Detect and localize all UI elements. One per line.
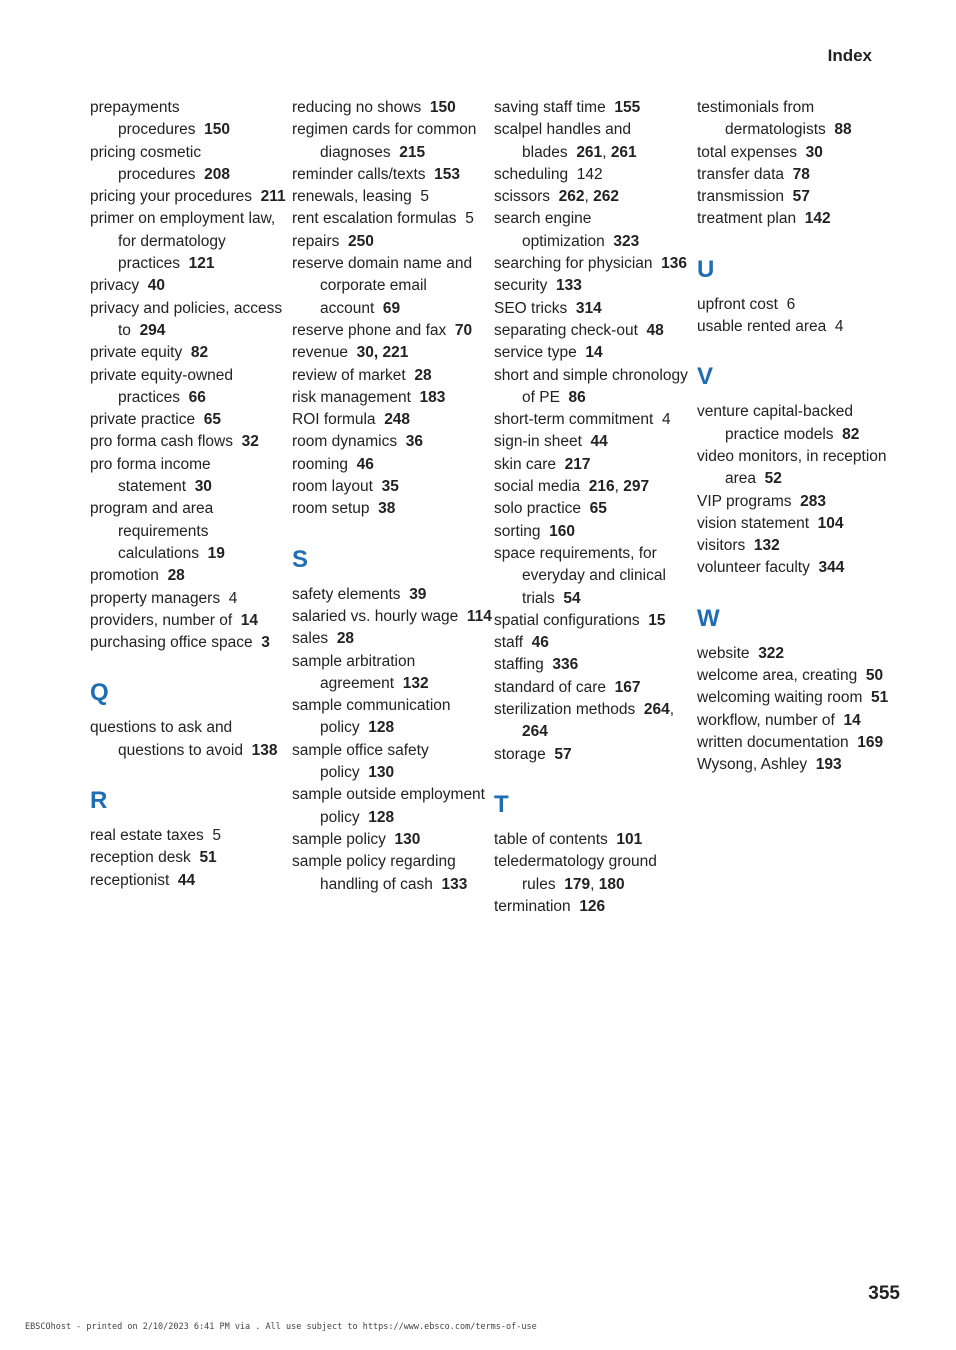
- index-entry-term: testimonials from dermatologists: [697, 99, 826, 139]
- index-entry: [494, 543, 694, 610]
- index-entry-term: scheduling: [494, 165, 569, 183]
- index-entry-page: 216: [588, 478, 615, 496]
- index-entry-term: searching for physician: [494, 255, 653, 273]
- index-entry-page: 250: [348, 232, 374, 250]
- index-column-1: [90, 97, 290, 892]
- index-entry-page: 4: [661, 411, 671, 429]
- index-entry: [494, 498, 694, 520]
- index-entry: [90, 431, 290, 453]
- index-entry-term: privacy: [90, 277, 140, 295]
- index-entry-page: 211: [260, 188, 286, 206]
- index-entry: [697, 491, 897, 513]
- index-entry: [494, 454, 694, 476]
- index-entry-page: 142: [576, 165, 603, 183]
- index-entry-page: 4: [834, 318, 844, 336]
- index-entry-page: 48: [646, 321, 664, 339]
- index-entry: [90, 870, 290, 892]
- index-entry-term: spatial configurations: [494, 611, 640, 629]
- index-entry-term: sterilization methods: [494, 701, 636, 719]
- index-entry-page: 5: [465, 210, 474, 228]
- index-entry-term: ROI formula: [292, 411, 376, 429]
- index-entry: [697, 687, 897, 709]
- index-entry-term: room dynamics: [292, 433, 398, 451]
- index-entry: [494, 342, 694, 364]
- index-entry: scalpel handles and blades 261, 261: [494, 121, 637, 161]
- index-entry-page: 128: [368, 719, 395, 737]
- running-header-title: Index: [827, 46, 872, 65]
- index-entry-page: 261: [610, 143, 637, 161]
- index-entry-page: 130: [394, 830, 421, 848]
- index-entry-term: providers, number of: [90, 611, 233, 629]
- index-entry-term: short and simple chronology of PE: [494, 366, 688, 406]
- index-entry-term: prepayments procedures: [90, 99, 196, 139]
- index-entry: [494, 610, 694, 632]
- index-entry: [90, 342, 290, 364]
- index-entry: [697, 208, 897, 230]
- index-entry-page: 126: [579, 897, 606, 915]
- index-entry: [697, 643, 897, 665]
- index-entry-page: 130: [368, 764, 395, 782]
- index-entry-page: 28: [414, 366, 432, 384]
- index-entry: [90, 365, 290, 410]
- index-entry-term: usable rented area: [697, 318, 827, 336]
- index-entry-term: vision statement: [697, 514, 809, 532]
- index-entry-term: service type: [494, 344, 577, 362]
- index-entry-page: 114: [466, 607, 492, 625]
- index-entry: teledermatology ground rules 179, 180: [494, 853, 657, 893]
- index-entry-term: sample office safety policy: [292, 741, 429, 782]
- index-entry-page: 32: [241, 433, 259, 451]
- footer-notice: EBSCOhost - printed on 2/10/2023 6:41 PM via . All use subject to https://www.ebsco.com/terms-of-use: [25, 1322, 537, 1332]
- index-entry-page: 78: [792, 165, 810, 183]
- index-entry-term: VIP programs: [697, 492, 792, 510]
- index-entry-page: 297: [623, 478, 650, 496]
- index-entry-page: 193: [815, 756, 842, 774]
- index-entry-term: reception desk: [90, 849, 191, 867]
- index-entry-page: 5: [212, 827, 221, 845]
- index-entry: [494, 521, 694, 543]
- index-entry-term: skin care: [494, 455, 557, 473]
- index-entry-term: transmission: [697, 188, 784, 206]
- index-entry-page: 133: [441, 875, 468, 893]
- index-entry: [494, 654, 694, 676]
- index-entry: [494, 431, 694, 453]
- index-entry-term: standard of care: [494, 678, 607, 696]
- index-entry-page: 57: [554, 745, 572, 763]
- index-entry-term: review of market: [292, 366, 406, 384]
- index-entry: social media 216, 297: [494, 478, 650, 496]
- index-entry: scissors 262, 262: [494, 188, 619, 206]
- index-entry-page: 183: [419, 388, 446, 406]
- index-entry: [90, 275, 290, 297]
- index-entry-term: sign-in sheet: [494, 433, 582, 451]
- section-letter-s: S: [292, 545, 309, 573]
- index-entry-page: 28: [167, 567, 185, 585]
- index-entry-page: 101: [616, 830, 643, 848]
- index-column-3: [494, 97, 694, 918]
- index-entry: [697, 97, 897, 142]
- index-entry: [292, 454, 492, 476]
- index-entry-page: 294: [139, 321, 166, 339]
- index-entry-term: pricing your procedures: [90, 188, 252, 206]
- index-entry-term: welcoming waiting room: [697, 689, 863, 707]
- index-entry-page: 30: [194, 478, 212, 496]
- index-entry: [292, 651, 492, 696]
- index-entry-term: sorting: [494, 522, 541, 540]
- index-entry-page: 40: [147, 277, 165, 295]
- index-entry-term: workflow, number of: [697, 711, 835, 729]
- index-entry-term: room setup: [292, 500, 370, 518]
- section-letter-t: T: [494, 790, 509, 818]
- index-entry-term: sample communication policy: [292, 697, 451, 737]
- index-entry: [292, 628, 492, 650]
- index-entry-page: 217: [564, 455, 591, 473]
- index-entry: [292, 606, 492, 628]
- index-entry: [494, 365, 694, 410]
- index-entry-term: written documentation: [697, 733, 849, 751]
- index-entry: [494, 744, 694, 766]
- index-entry-term: primer on employment law, for dermatology practices: [90, 210, 276, 273]
- index-entry: [697, 294, 897, 316]
- index-entry-page: 314: [575, 299, 602, 317]
- section-letter-w: W: [697, 604, 720, 632]
- index-entry: [90, 610, 290, 632]
- index-entry-term: short-term commitment: [494, 411, 654, 429]
- index-entry-page: 88: [834, 121, 852, 139]
- index-entry: [697, 446, 897, 491]
- index-entry-term: transfer data: [697, 165, 785, 183]
- index-entry-page: 4: [228, 589, 238, 607]
- index-entry: [90, 454, 290, 499]
- index-entry-page: 133: [556, 277, 582, 295]
- index-entry-page: 155: [614, 99, 641, 116]
- index-entry-term: private practice: [90, 411, 196, 429]
- index-entry-term: program and area requirements calculations: [90, 500, 214, 562]
- index-entry: [697, 710, 897, 732]
- index-entry: [292, 342, 492, 364]
- index-entry-page: 51: [871, 689, 889, 707]
- index-entry: [697, 732, 897, 754]
- index-entry: [494, 896, 694, 918]
- index-entry-page: 6: [786, 295, 796, 313]
- index-entry-page: 3: [261, 634, 270, 652]
- index-entry: [292, 740, 492, 785]
- index-entry: [90, 632, 290, 654]
- index-entry-term: room layout: [292, 478, 373, 496]
- index-entry-page: 136: [661, 255, 688, 273]
- page-number: 355: [868, 1283, 900, 1304]
- index-entry-page: 153: [434, 165, 461, 183]
- index-entry-page: 179: [564, 875, 591, 893]
- index-entry: [697, 754, 897, 776]
- index-entry-term: promotion: [90, 567, 159, 585]
- index-entry-page: 50: [865, 667, 884, 685]
- index-entry-page: 262: [558, 188, 585, 206]
- index-entry: [90, 208, 290, 275]
- index-entry-term: regimen cards for common diagnoses: [292, 121, 477, 161]
- index-entry-page: 336: [552, 656, 579, 674]
- index-entry-page: 14: [843, 711, 861, 729]
- index-entry-page: 344: [818, 559, 845, 577]
- index-entry-page: 121: [188, 255, 215, 273]
- index-entry: [292, 476, 492, 498]
- index-entry: [292, 164, 492, 186]
- section-letter-v: V: [697, 363, 714, 391]
- index-entry-page: 150: [429, 99, 456, 116]
- index-entry: [292, 695, 492, 740]
- index-entry: [292, 97, 492, 119]
- index-entry-page: 322: [758, 644, 785, 662]
- index-entry-page: 128: [368, 808, 395, 826]
- index-entry: [292, 498, 492, 520]
- index-entry-term: visitors: [697, 537, 746, 555]
- index-entry: [697, 513, 897, 535]
- index-entry-page: 82: [190, 344, 209, 362]
- index-entry: [494, 164, 694, 186]
- index-entry-page: 44: [177, 871, 196, 889]
- index-entry: sterilization methods 264, 264: [494, 701, 675, 741]
- index-entry-term: SEO tricks: [494, 299, 568, 317]
- index-entry: [697, 665, 897, 687]
- index-entry-page: 46: [531, 634, 549, 652]
- index-entry-term: total expenses: [697, 143, 797, 161]
- index-entry-term: upfront cost: [697, 295, 778, 313]
- index-entry: [292, 409, 492, 431]
- index-entry: [292, 119, 492, 164]
- index-entry-page: 5: [420, 188, 430, 206]
- index-entry-term: space requirements, for everyday and clinical trials: [494, 544, 666, 607]
- index-entry-term: revenue: [292, 344, 349, 362]
- index-entry-term: private equity: [90, 344, 183, 362]
- index-entry-term: treatment plan: [697, 210, 797, 228]
- index-entry: [292, 253, 492, 320]
- index-entry-term: venture capital-backed practice models: [697, 403, 853, 443]
- index-entry-page: 54: [563, 589, 581, 607]
- index-entry-term: reserve phone and fax: [292, 321, 447, 339]
- index-entry: [90, 142, 290, 187]
- index-entry-page: 70: [454, 321, 473, 339]
- index-entry-page: 69: [382, 299, 401, 317]
- index-entry-term: renewals, leasing: [292, 188, 412, 206]
- index-entry-term: table of contents: [494, 830, 608, 848]
- index-column-4: [697, 97, 897, 777]
- index-entry: [292, 320, 492, 342]
- index-entry-term: separating check-out: [494, 321, 638, 339]
- index-entry-page: 15: [648, 611, 666, 629]
- index-entry-page: 14: [240, 611, 259, 629]
- index-entry-term: reminder calls/texts: [292, 165, 426, 183]
- index-entry: [494, 632, 694, 654]
- index-entry-term: solo practice: [494, 500, 582, 518]
- index-entry-page: 264: [643, 701, 670, 719]
- index-entry-term: risk management: [292, 388, 411, 406]
- index-entry: [292, 231, 492, 253]
- index-entry-page: 132: [753, 537, 780, 555]
- index-entry: [494, 409, 694, 431]
- index-entry-term: scalpel handles and blades: [494, 121, 632, 161]
- index-entry-page: 51: [199, 849, 217, 867]
- index-entry-page: 66: [188, 388, 206, 406]
- index-entry-term: security: [494, 277, 548, 295]
- index-entry-term: saving staff time: [494, 99, 606, 116]
- index-entry-page: 138: [251, 741, 278, 759]
- section-letter-q: Q: [90, 679, 109, 707]
- index-entry-term: volunteer faculty: [697, 559, 810, 577]
- index-entry-page: 14: [585, 344, 603, 362]
- index-entry-page: 36: [405, 433, 423, 451]
- index-entry-term: website: [697, 644, 750, 662]
- index-entry-term: social media: [494, 478, 581, 496]
- index-entry: [697, 142, 897, 164]
- index-entry: [90, 409, 290, 431]
- index-entry-page: 30, 221: [356, 344, 409, 362]
- index-entry-page: 38: [378, 500, 396, 518]
- index-entry-term: receptionist: [90, 871, 170, 889]
- index-entry-page: 52: [764, 470, 782, 488]
- index-entry: [292, 829, 492, 851]
- index-column-2: [292, 97, 492, 896]
- index-entry-term: real estate taxes: [90, 827, 204, 845]
- index-entry: [697, 164, 897, 186]
- index-entry-page: 82: [842, 425, 860, 443]
- index-entry-term: sample arbitration agreement: [292, 652, 416, 692]
- index-entry-term: storage: [494, 745, 546, 763]
- index-entry: [90, 847, 290, 869]
- index-entry-term: purchasing office space: [90, 634, 253, 652]
- index-entry: [90, 298, 290, 343]
- index-entry: [292, 851, 492, 896]
- index-entry: [494, 829, 694, 851]
- index-entry-page: 180: [598, 875, 625, 893]
- section-letter-u: U: [697, 255, 715, 283]
- index-entry: [292, 186, 492, 208]
- index-entry-term: sample policy: [292, 830, 386, 848]
- index-entry-page: 261: [576, 143, 603, 161]
- index-entry-page: 167: [614, 678, 641, 696]
- index-entry-page: 57: [792, 188, 810, 206]
- index-entry-page: 30: [805, 143, 823, 161]
- index-entry: [292, 365, 492, 387]
- index-entry: [697, 557, 897, 579]
- index-entry-term: reserve domain name and corporate email account: [292, 255, 473, 317]
- index-entry: [90, 186, 290, 208]
- index-entry: [697, 186, 897, 208]
- index-entry-term: salaried vs. hourly wage: [292, 607, 459, 625]
- index-entry-term: private equity-owned practices: [90, 366, 234, 406]
- index-entry-page: 86: [568, 388, 586, 406]
- index-entry: [494, 275, 694, 297]
- index-entry: [494, 320, 694, 342]
- index-entry: [697, 316, 897, 338]
- index-entry-page: 65: [203, 411, 221, 429]
- index-entry-term: search engine optimization: [494, 210, 605, 250]
- index-entry: [90, 498, 290, 565]
- index-entry-page: 264: [522, 723, 548, 741]
- index-entry: [494, 208, 694, 253]
- index-entry-term: sample policy regarding handling of cash: [292, 853, 456, 893]
- index-entry-page: 160: [549, 522, 576, 540]
- index-entry: [697, 401, 897, 446]
- index-entry-term: sales: [292, 630, 329, 648]
- index-entry-term: video monitors, in reception area: [697, 447, 887, 488]
- index-entry: [697, 535, 897, 557]
- index-entry-page: 150: [204, 121, 231, 139]
- index-entry: [292, 784, 492, 829]
- index-entry-page: 19: [207, 544, 225, 562]
- index-entry-page: 39: [409, 585, 427, 603]
- index-entry: [292, 431, 492, 453]
- index-entry-term: teledermatology ground rules: [494, 853, 657, 893]
- index-entry: [494, 298, 694, 320]
- index-entry-page: 44: [590, 433, 608, 451]
- index-entry-term: pro forma income statement: [90, 455, 211, 496]
- index-entry-page: 142: [804, 210, 831, 228]
- index-entry: [292, 208, 492, 230]
- index-entry-term: sample outside employment policy: [292, 786, 485, 826]
- index-entry-page: 283: [800, 492, 826, 510]
- index-entry-page: 28: [336, 630, 355, 648]
- index-entry-term: questions to ask and questions to avoid: [90, 719, 243, 759]
- index-entry: [292, 387, 492, 409]
- index-entry-page: 169: [857, 733, 884, 751]
- index-entry: [90, 565, 290, 587]
- index-entry-page: 323: [613, 232, 640, 250]
- index-entry-page: 262: [593, 188, 619, 206]
- index-entry-term: staff: [494, 634, 524, 652]
- index-entry-term: pro forma cash flows: [90, 433, 233, 451]
- index-entry-page: 65: [589, 500, 607, 518]
- index-entry-term: rooming: [292, 455, 348, 473]
- index-entry-term: pricing cosmetic procedures: [90, 143, 202, 183]
- index-entry: [90, 825, 290, 847]
- index-entry-term: scissors: [494, 188, 550, 206]
- index-entry-term: termination: [494, 897, 571, 915]
- section-letter-r: R: [90, 787, 108, 815]
- index-entry-page: 248: [384, 411, 411, 429]
- index-entry-term: Wysong, Ashley: [697, 756, 808, 774]
- index-entry: [90, 97, 290, 142]
- index-entry: [90, 588, 290, 610]
- index-entry-page: 208: [204, 165, 231, 183]
- index-entry-page: 104: [817, 514, 844, 532]
- index-entry-page: 46: [356, 455, 374, 473]
- index-entry-term: welcome area, creating: [697, 667, 858, 685]
- index-entry-page: 215: [399, 143, 426, 161]
- index-entry: [494, 677, 694, 699]
- index-entry: [494, 253, 694, 275]
- index-entry: [90, 717, 290, 762]
- index-entry-term: reducing no shows: [292, 99, 422, 116]
- index-entry-term: property managers: [90, 589, 221, 607]
- index-entry-page: 132: [402, 674, 429, 692]
- index-entry: [494, 97, 694, 119]
- index-entry-term: privacy and policies, access to: [90, 299, 283, 339]
- index-entry-page: 35: [381, 478, 399, 496]
- index-entry: [292, 584, 492, 606]
- index-entry-term: rent escalation formulas: [292, 210, 457, 228]
- index-entry-term: repairs: [292, 232, 340, 250]
- index-entry-term: safety elements: [292, 585, 401, 603]
- index-entry-term: staffing: [494, 656, 544, 674]
